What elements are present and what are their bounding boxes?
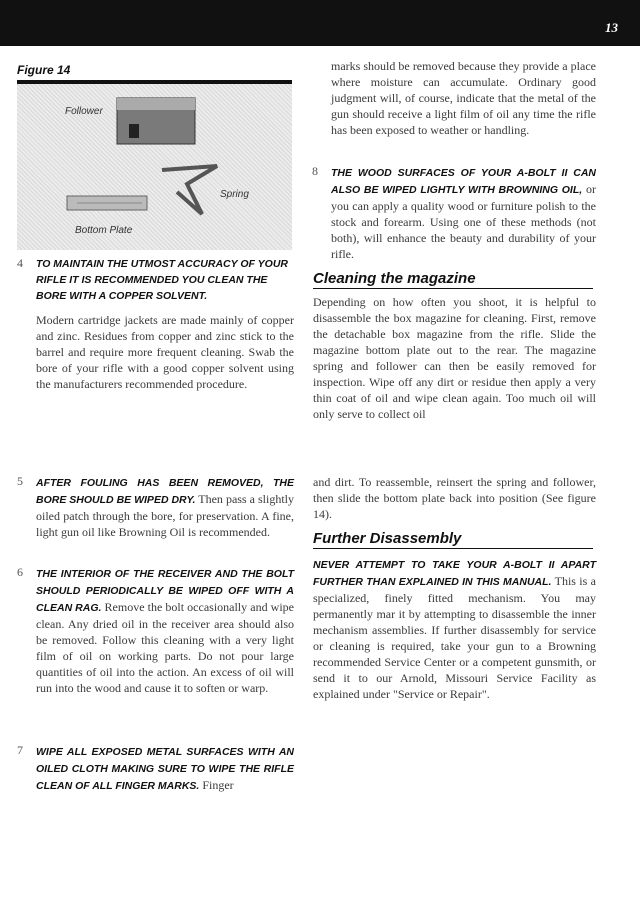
cleaning-magazine-section bbox=[313, 294, 596, 422]
item-8-number: 8 bbox=[312, 164, 318, 178]
item-4-number: 4 bbox=[17, 256, 23, 270]
item-6-text: Remove the bolt occasionally and wipe clean. Any dried oil in the receiver area should also be removed. Follow this cleaning with a very light film of oil on working parts. Do not pour large quantities of oil into the action. An excess of oil will run into the wood and cause it to soften or warp. bbox=[36, 600, 294, 695]
item-5 bbox=[36, 474, 294, 540]
further-disassembly-heading: Further Disassembly bbox=[313, 530, 593, 549]
item-7-heading: WIPE ALL EXPOSED METAL SURFACES WITH AN OILED CLOTH MAKING SURE TO WIPE THE RIFLE CLEAN OF ALL FINGER MARKS. bbox=[36, 746, 294, 792]
item-5-heading: AFTER FOULING HAS BEEN REMOVED, THE BORE SHOULD BE WIPED DRY. bbox=[36, 477, 294, 506]
item-8 bbox=[331, 164, 596, 262]
item-4-text: Modern cartridge jackets are made mainly of copper and zinc. Residues from copper and zinc stick to the barrel and require more frequent cleaning. Swab the bore of your rifle with a good copper solvent using the manufacturers recommended procedure. bbox=[36, 313, 294, 391]
magazine-parts-illustration bbox=[17, 84, 292, 250]
item-4 bbox=[36, 256, 294, 392]
follower-label: Follower bbox=[65, 106, 103, 117]
item-6-heading: THE INTERIOR OF THE RECEIVER AND THE BOLT SHOULD PERIODICALLY BE WIPED OFF WITH A CLEAN RAG. bbox=[36, 568, 294, 614]
item-7-continued bbox=[331, 58, 596, 138]
cleaning-magazine-text: Depending on how often you shoot, it is helpful to disassemble the box magazine for cleaning. First, remove the detachable box magazine from the rifle. Slide the magazine bottom plate out to the rear. The magazine spring and follower can then be easily removed for inspection. Wipe off any dirt or residue then apply a very thin coat of oil and wipe clean again. Too much oil will only serve to collect oil bbox=[313, 295, 596, 421]
follower-top bbox=[117, 98, 195, 110]
cleaning-magazine-continued-text: and dirt. To reassemble, reinsert the spring and follower, then slide the bottom plate back into position (See figure 14). bbox=[313, 475, 596, 521]
page-number: 13 bbox=[605, 20, 618, 35]
spring-shape bbox=[162, 166, 217, 214]
item-5-number: 5 bbox=[17, 474, 23, 488]
item-7-number: 7 bbox=[17, 743, 23, 757]
item-7 bbox=[36, 743, 294, 794]
item-7-text: Finger bbox=[202, 778, 234, 792]
cleaning-magazine-heading: Cleaning the magazine bbox=[313, 270, 593, 289]
item-8-heading: THE WOOD SURFACES OF YOUR A-BOLT II CAN ALSO BE WIPED LIGHTLY WITH BROWNING OIL, bbox=[331, 167, 596, 196]
page-header-bar bbox=[0, 0, 640, 46]
item-4-heading: TO MAINTAIN THE UTMOST ACCURACY OF YOUR RIFLE IT IS RECOMMENDED YOU CLEAN THE BORE WITH A COPPER SOLVENT. bbox=[36, 258, 288, 302]
figure-title: Figure 14 bbox=[17, 63, 71, 77]
item-5-text: Then pass a slightly oiled patch through the bore, for preservation. A fine, light gun oil like Browning Oil is recommended. bbox=[36, 492, 295, 539]
item-7-continued-text: marks should be removed because they provide a place where moisture can accumulate. Ordinary good judgment will, of course, indicate that the metal of the gun should receive a light film of oil any time the rifle has been exposed to weather or handling. bbox=[331, 59, 596, 137]
item-8-text: or you can apply a quality wood or furniture polish to the stock and forearm. Using one of these methods (not both), will enhance the beauty and durability of your rifle. bbox=[331, 182, 596, 261]
bottom-plate-label: Bottom Plate bbox=[75, 225, 133, 236]
cleaning-magazine-continued bbox=[313, 474, 596, 522]
spring-label: Spring bbox=[220, 189, 249, 200]
further-disassembly-text: This is a specialized, finely fitted mechanism. You may permanently mar it by attempting to disassemble the inner mechanism assemblies. If further disassembly for service or cleaning is required, take your gun to a Browning recommended Service Center or a competent gunsmith, or send it to our Arnold, Missouri Service Facility as explained under "Service or Repair". bbox=[313, 574, 596, 701]
item-6-number: 6 bbox=[17, 565, 23, 579]
further-disassembly-warning: NEVER ATTEMPT TO TAKE YOUR A-BOLT II APART FURTHER THAN EXPLAINED IN THIS MANUAL. bbox=[313, 559, 596, 588]
further-disassembly-section bbox=[313, 556, 596, 702]
item-6 bbox=[36, 565, 294, 696]
figure-14-image bbox=[17, 80, 292, 250]
